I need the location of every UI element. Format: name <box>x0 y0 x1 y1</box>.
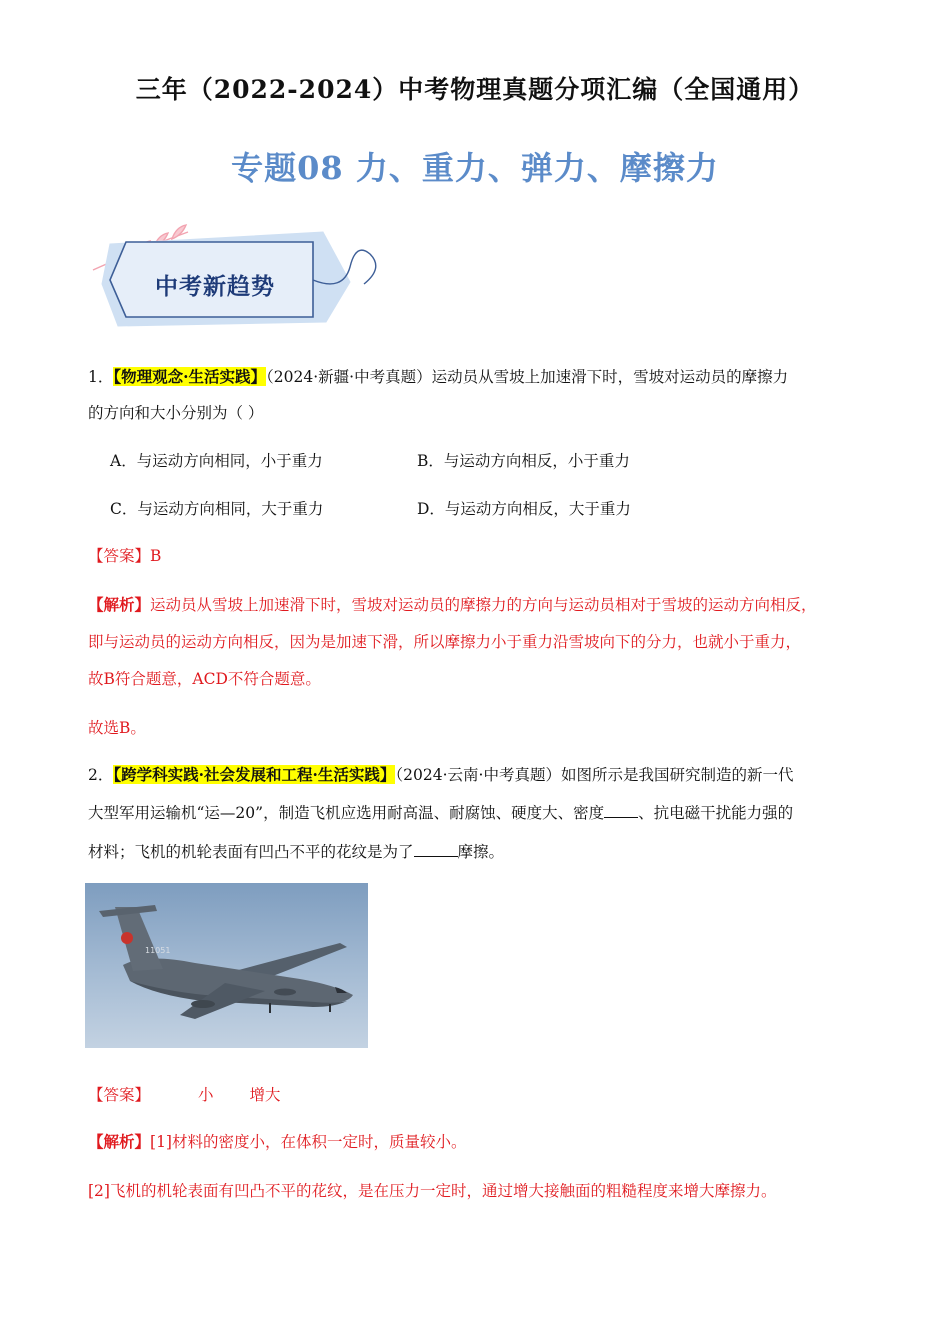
q1-stem-line1 <box>88 366 788 388</box>
q1-analysis-label: 【解析】 <box>88 595 151 614</box>
q2-analysis-line2: [2]飞机的机轮表面有凹凸不平的花纹，是在压力一定时，通过增大接触面的粗糙程度来增大摩擦力。 <box>88 1182 777 1200</box>
banner-label: 中考新趋势 <box>155 274 275 300</box>
q2-stem-line2 <box>88 801 793 824</box>
q1-analysis-line3: 故B符合题意，ACD不符合题意。 <box>88 670 321 688</box>
q1-tag: 【物理观念·生活实践】 <box>113 367 267 386</box>
q2-stem-line3-a: 材料；飞机的机轮表面有凹凸不平的花纹是为了 <box>88 843 414 861</box>
q2-analysis-text1: [1]材料的密度小，在体积一定时，质量较小。 <box>150 1133 467 1151</box>
q2-blank-2 <box>414 840 458 857</box>
q1-answer: 【答案】B <box>88 547 162 565</box>
q1-source-stem: （2024·新疆·中考真题）运动员从雪坡上加速滑下时，雪坡对运动员的摩擦力 <box>266 368 789 386</box>
q1-option-d: D．与运动方向相反，大于重力 <box>417 500 631 518</box>
q2-analysis-label: 【解析】 <box>88 1132 151 1151</box>
q1-analysis-text1: 运动员从雪坡上加速滑下时，雪坡对运动员的摩擦力的方向与运动员相对于雪坡的运动方向相反， <box>150 596 817 614</box>
q1-option-c: C．与运动方向相同，大于重力 <box>110 500 324 518</box>
q1-conclusion: 故选B。 <box>88 719 146 737</box>
q2-blank-1 <box>604 801 638 818</box>
y20-aircraft-photo <box>85 883 368 1048</box>
aircraft-tail-number: 11051 <box>145 946 171 955</box>
q2-stem-line2-b: 、抗电磁干扰能力强的 <box>638 804 794 822</box>
q1-option-b: B．与运动方向相反，小于重力 <box>417 452 630 470</box>
q2-tag: 【跨学科实践·社会发展和工程·生活实践】 <box>113 765 396 784</box>
q2-answer-row <box>88 1084 281 1106</box>
q1-option-a: A．与运动方向相同，小于重力 <box>110 452 323 470</box>
q2-answer-2: 增大 <box>249 1086 281 1104</box>
q2-stem-line2-a: 大型军用运输机“运—20”，制造飞机应选用耐高温、耐腐蚀、硬度大、密度 <box>88 804 605 822</box>
q1-analysis-line2: 即与运动员的运动方向相反，因为是加速下滑，所以摩擦力小于重力沿雪坡向下的分力，也就小于重力， <box>88 633 802 651</box>
q1-number: 1． <box>88 368 114 386</box>
document-title: 三年（2022-2024）中考物理真题分项汇编（全国通用） <box>135 75 815 104</box>
q2-stem-line3 <box>88 840 504 863</box>
q2-stem-line3-b: 摩擦。 <box>457 843 505 861</box>
q2-analysis-line1 <box>88 1131 466 1153</box>
q2-number: 2． <box>88 766 114 784</box>
q2-answer-label: 【答案】 <box>88 1086 151 1104</box>
q1-stem-line2: 的方向和大小分别为（ ） <box>88 404 264 422</box>
topic-title: 专题08 力、重力、弹力、摩擦力 <box>231 149 719 187</box>
q2-answer-1: 小 <box>198 1086 214 1104</box>
q1-analysis-line1 <box>88 594 817 616</box>
q2-source-stem: （2024·云南·中考真题）如图所示是我国研究制造的新一代 <box>395 766 794 784</box>
q2-stem-line1 <box>88 764 793 786</box>
